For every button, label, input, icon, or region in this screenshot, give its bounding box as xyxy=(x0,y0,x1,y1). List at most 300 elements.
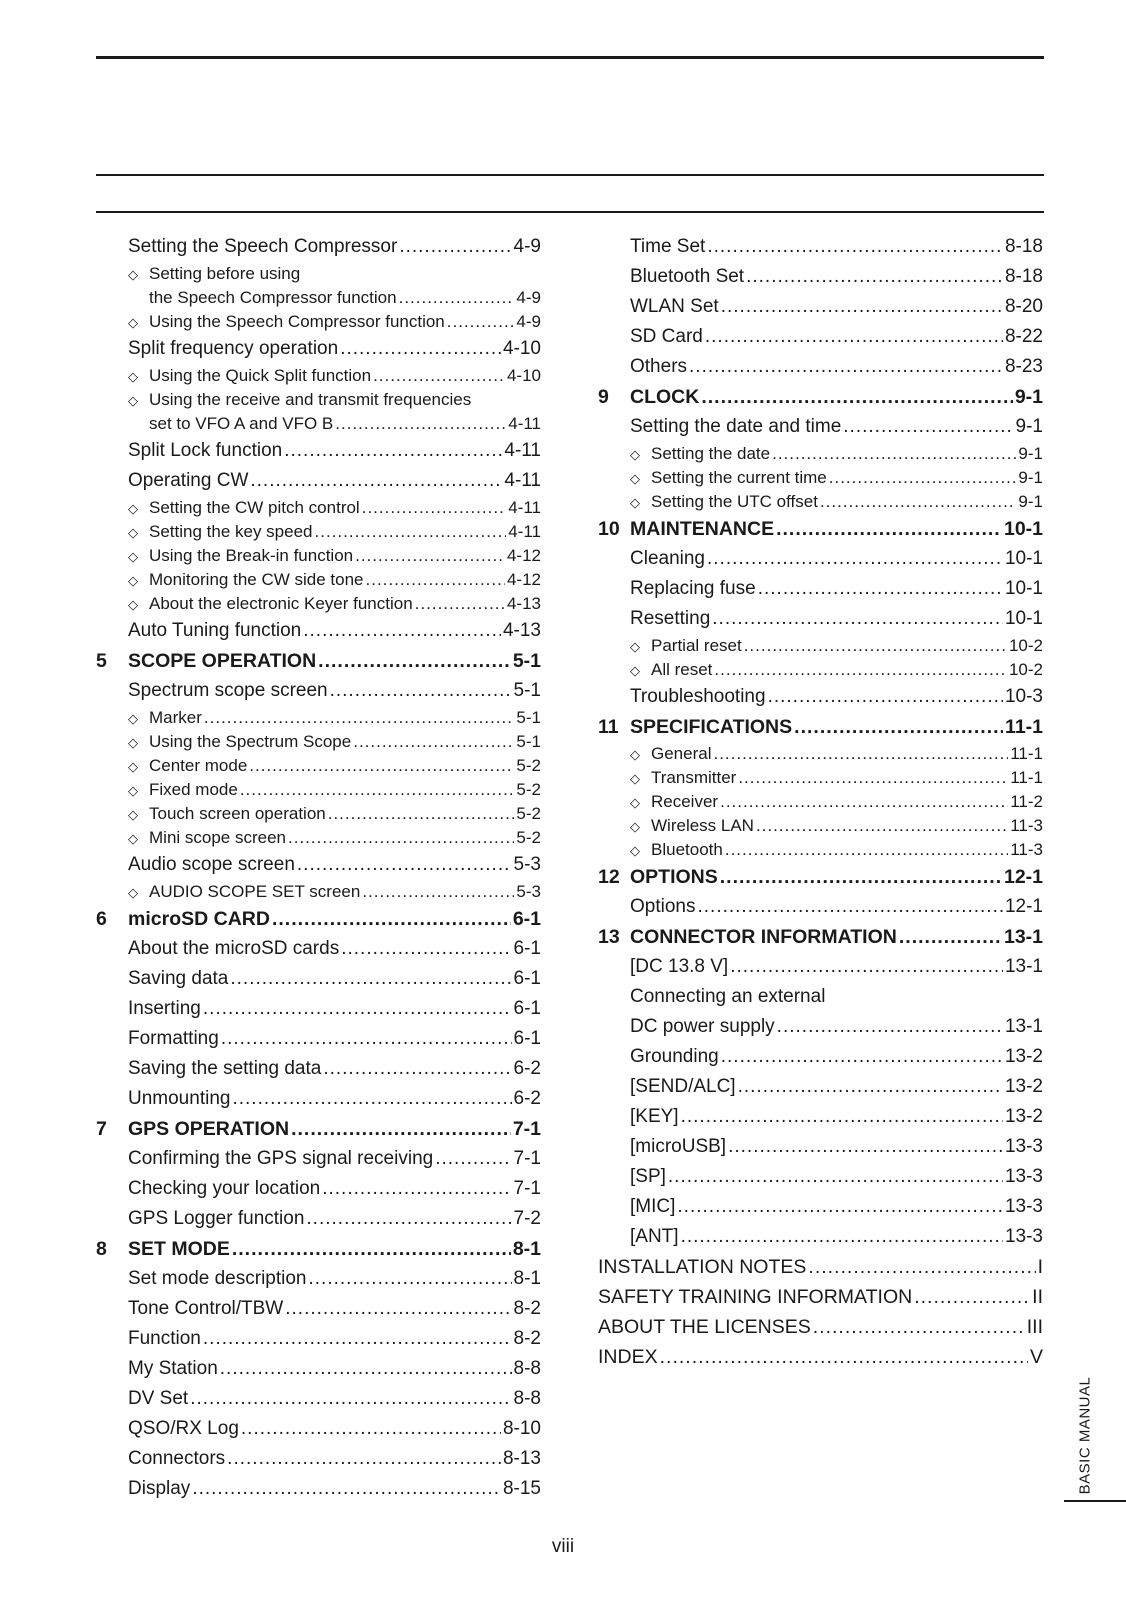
toc-entry-title: Spectrum scope screen xyxy=(128,680,328,701)
dot-leader xyxy=(318,646,511,676)
toc-entry[interactable] xyxy=(598,952,1043,982)
toc-entry[interactable] xyxy=(598,1132,1043,1162)
toc-entry[interactable] xyxy=(598,1282,1043,1312)
toc-page-number: 13-1 xyxy=(1004,956,1043,977)
dot-leader xyxy=(705,322,1003,352)
toc-entry[interactable] xyxy=(598,1162,1043,1192)
toc-page-number: 11-1 xyxy=(1010,744,1043,763)
toc-entry-title: Connecting an external xyxy=(630,986,826,1007)
toc-page-number: 4-13 xyxy=(502,620,541,641)
toc-entry[interactable] xyxy=(96,592,541,616)
toc-entry[interactable] xyxy=(96,1384,541,1414)
dot-leader xyxy=(738,766,1008,790)
chapter-number: 10 xyxy=(598,518,620,540)
toc-entry[interactable] xyxy=(96,1084,541,1114)
diamond-bullet-icon: ◇ xyxy=(128,549,138,564)
dot-leader xyxy=(353,730,514,754)
toc-entry[interactable] xyxy=(96,1204,541,1234)
toc-entry-title: [MIC] xyxy=(630,1196,676,1217)
toc-page-number: 4-11 xyxy=(504,470,541,491)
toc-entry[interactable] xyxy=(96,1054,541,1084)
dot-leader xyxy=(813,1312,1025,1342)
toc-chapter-entry[interactable] xyxy=(598,862,1043,892)
toc-page-number: 12-1 xyxy=(1004,896,1043,917)
toc-page-number: 7-1 xyxy=(513,1178,541,1199)
toc-chapter-entry[interactable] xyxy=(598,922,1043,952)
title-rule-upper xyxy=(96,174,1044,176)
toc-entry[interactable] xyxy=(96,964,541,994)
dot-leader xyxy=(373,364,505,388)
diamond-bullet-icon: ◇ xyxy=(128,267,138,282)
toc-entry-title: Marker xyxy=(149,708,202,727)
dot-leader xyxy=(899,922,1002,952)
dot-leader xyxy=(284,436,502,466)
dot-leader xyxy=(746,262,1003,292)
dot-leader xyxy=(366,568,505,592)
toc-page-number: 5-2 xyxy=(516,804,541,823)
toc-entry-title: Auto Tuning function xyxy=(128,620,302,641)
toc-page-number: 13-3 xyxy=(1004,1136,1043,1157)
toc-page-number: 6-1 xyxy=(513,998,541,1019)
toc-entry[interactable] xyxy=(96,994,541,1024)
toc-page-number: 10-1 xyxy=(1003,518,1043,540)
toc-entry[interactable] xyxy=(96,388,541,412)
toc-page-number: 4-13 xyxy=(506,594,541,613)
dot-leader xyxy=(720,790,1008,814)
toc-page-number: 11-3 xyxy=(1010,816,1043,835)
toc-page-number: 10-1 xyxy=(1004,578,1043,599)
dot-leader xyxy=(725,838,1008,862)
dot-leader xyxy=(721,1042,1003,1072)
toc-entry[interactable] xyxy=(96,1444,541,1474)
dot-leader xyxy=(415,592,505,616)
dot-leader xyxy=(914,1282,1030,1312)
diamond-bullet-icon: ◇ xyxy=(630,471,640,486)
toc-page-number: 13-2 xyxy=(1004,1046,1043,1067)
toc-entry-title: Setting the date and time xyxy=(630,416,842,437)
dot-leader xyxy=(227,1444,501,1474)
toc-entry-title: Using the receive and transmit frequencies xyxy=(149,390,472,409)
toc-entry[interactable] xyxy=(598,352,1043,382)
toc-entry[interactable] xyxy=(598,682,1043,712)
toc-page-number: 13-2 xyxy=(1004,1076,1043,1097)
toc-page-number: 10-3 xyxy=(1004,686,1043,707)
toc-page-number: I xyxy=(1037,1256,1043,1278)
dot-leader xyxy=(340,334,501,364)
dot-leader xyxy=(707,544,1003,574)
chapter-number: 9 xyxy=(598,386,609,408)
dot-leader xyxy=(756,814,1008,838)
toc-entry[interactable] xyxy=(598,892,1043,922)
toc-entry-title: MAINTENANCE xyxy=(630,518,775,540)
toc-entry-title: Others xyxy=(630,356,688,377)
toc-entry[interactable] xyxy=(96,466,541,496)
toc-entry-title: Using the Speech Compressor function xyxy=(149,312,445,331)
toc-page-number: 5-1 xyxy=(516,732,541,751)
dot-leader xyxy=(192,1474,501,1504)
toc-page-number: 11-3 xyxy=(1010,840,1043,859)
diamond-bullet-icon: ◇ xyxy=(128,759,138,774)
chapter-number: 5 xyxy=(96,650,107,672)
toc-entry[interactable] xyxy=(598,1012,1043,1042)
toc-entry-title: Time Set xyxy=(630,236,706,257)
toc-entry[interactable] xyxy=(96,1474,541,1504)
toc-entry[interactable] xyxy=(96,1024,541,1054)
toc-entry[interactable] xyxy=(96,934,541,964)
toc-entry-title: Mini scope screen xyxy=(149,828,287,847)
diamond-bullet-icon: ◇ xyxy=(630,663,640,678)
toc-entry-title: Monitoring the CW side tone xyxy=(149,570,364,589)
toc-chapter-entry[interactable] xyxy=(96,1234,541,1264)
toc-entry[interactable] xyxy=(598,658,1043,682)
toc-chapter-entry[interactable] xyxy=(598,514,1043,544)
toc-page-number: 8-18 xyxy=(1004,236,1043,257)
toc-entry[interactable] xyxy=(598,634,1043,658)
toc-page-number: 4-10 xyxy=(506,366,541,385)
toc-chapter-entry[interactable] xyxy=(96,904,541,934)
toc-entry-title: SD Card xyxy=(630,326,703,347)
diamond-bullet-icon: ◇ xyxy=(630,639,640,654)
dot-leader xyxy=(714,658,1007,682)
dot-leader xyxy=(221,1024,512,1054)
dot-leader xyxy=(768,682,1003,712)
toc-page-number: 7-1 xyxy=(513,1148,541,1169)
toc-page-number: 9-1 xyxy=(1014,386,1043,408)
toc-entry-title: Setting the current time xyxy=(651,468,827,487)
toc-page-number: 4-10 xyxy=(502,338,541,359)
dot-leader xyxy=(713,742,1008,766)
diamond-bullet-icon: ◇ xyxy=(128,831,138,846)
toc-entry[interactable] xyxy=(96,310,541,334)
diamond-bullet-icon: ◇ xyxy=(630,447,640,462)
toc-entry[interactable] xyxy=(598,262,1043,292)
toc-page-number: 8-22 xyxy=(1004,326,1043,347)
toc-entry[interactable] xyxy=(598,544,1043,574)
dot-leader xyxy=(232,1084,511,1114)
toc-entry[interactable] xyxy=(598,490,1043,514)
top-rule xyxy=(96,56,1044,59)
toc-entry[interactable] xyxy=(598,1222,1043,1252)
toc-entry[interactable] xyxy=(96,1174,541,1204)
toc-entry-title: Cleaning xyxy=(630,548,705,569)
dot-leader xyxy=(399,232,511,262)
toc-entry-title: Unmounting xyxy=(128,1088,231,1109)
toc-entry-title: Using the Quick Split function xyxy=(149,366,372,385)
toc-page-number: 6-1 xyxy=(513,968,541,989)
toc-entry-title: ABOUT THE LICENSES xyxy=(598,1316,811,1338)
toc-page-number: 10-1 xyxy=(1004,548,1043,569)
toc-entry[interactable] xyxy=(96,850,541,880)
toc-entry[interactable] xyxy=(598,766,1043,790)
toc-entry-title: the Speech Compressor function xyxy=(149,288,397,307)
toc-entry[interactable] xyxy=(598,232,1043,262)
toc-entry[interactable] xyxy=(96,286,541,310)
toc-entry-title: CONNECTOR INFORMATION xyxy=(630,926,897,948)
dot-leader xyxy=(309,1264,512,1294)
chapter-number: 11 xyxy=(598,716,619,738)
dot-leader xyxy=(738,1072,1003,1102)
toc-entry[interactable] xyxy=(598,838,1043,862)
toc-page-number: 13-3 xyxy=(1004,1196,1043,1217)
dot-leader xyxy=(315,520,507,544)
toc-entry-title: Setting the UTC offset xyxy=(651,492,818,511)
toc-entry[interactable] xyxy=(96,754,541,778)
dot-leader xyxy=(297,850,512,880)
toc-entry[interactable] xyxy=(96,568,541,592)
toc-page-number: 8-20 xyxy=(1004,296,1043,317)
toc-page-number: 4-11 xyxy=(508,522,541,541)
toc-entry[interactable] xyxy=(96,1354,541,1384)
dot-leader xyxy=(843,412,1013,442)
toc-chapter-entry[interactable] xyxy=(598,382,1043,412)
toc-entry[interactable] xyxy=(96,616,541,646)
toc-entry[interactable] xyxy=(598,604,1043,634)
dot-leader xyxy=(668,1162,1003,1192)
toc-page-number: V xyxy=(1029,1346,1043,1368)
toc-entry[interactable] xyxy=(598,814,1043,838)
toc-entry[interactable] xyxy=(598,412,1043,442)
toc-entry[interactable] xyxy=(96,496,541,520)
toc-entry[interactable] xyxy=(96,1144,541,1174)
toc-entry[interactable] xyxy=(598,742,1043,766)
dot-leader xyxy=(220,1354,512,1384)
toc-entry-title: Setting the key speed xyxy=(149,522,313,541)
toc-chapter-entry[interactable] xyxy=(96,646,541,676)
toc-entry-title: My Station xyxy=(128,1358,218,1379)
diamond-bullet-icon: ◇ xyxy=(128,315,138,330)
diamond-bullet-icon: ◇ xyxy=(128,807,138,822)
toc-chapter-entry[interactable] xyxy=(96,1114,541,1144)
dot-leader xyxy=(306,1204,511,1234)
dot-leader xyxy=(697,892,1002,922)
diamond-bullet-icon: ◇ xyxy=(630,771,640,786)
dot-leader xyxy=(285,1294,511,1324)
toc-entry[interactable] xyxy=(96,364,541,388)
toc-entry[interactable] xyxy=(96,1414,541,1444)
dot-leader xyxy=(355,544,505,568)
diamond-bullet-icon: ◇ xyxy=(128,711,138,726)
toc-entry[interactable] xyxy=(598,466,1043,490)
toc-entry[interactable] xyxy=(598,1192,1043,1222)
toc-page-number: 8-2 xyxy=(513,1328,541,1349)
toc-entry-title: WLAN Set xyxy=(630,296,719,317)
toc-entry[interactable] xyxy=(96,1324,541,1354)
toc-page-number: 4-11 xyxy=(504,440,541,461)
toc-page-number: 13-1 xyxy=(1003,926,1043,948)
dot-leader xyxy=(288,826,514,850)
toc-entry[interactable] xyxy=(96,1294,541,1324)
toc-entry[interactable] xyxy=(96,802,541,826)
toc-entry-title: Inserting xyxy=(128,998,201,1019)
toc-page-number: 4-9 xyxy=(516,312,541,331)
toc-entry[interactable] xyxy=(96,232,541,262)
dot-leader xyxy=(681,1222,1003,1252)
toc-entry[interactable] xyxy=(96,778,541,802)
toc-entry-title: Setting before using xyxy=(149,264,301,283)
toc-entry[interactable] xyxy=(598,574,1043,604)
toc-page-number: 13-2 xyxy=(1004,1106,1043,1127)
side-tab-label xyxy=(1068,1372,1102,1498)
diamond-bullet-icon: ◇ xyxy=(128,393,138,408)
toc-entry[interactable] xyxy=(96,1264,541,1294)
toc-entry-title: INDEX xyxy=(598,1346,658,1368)
toc-page-number: 12-1 xyxy=(1003,866,1043,888)
toc-entry-title: [ANT] xyxy=(630,1226,679,1247)
toc-entry-title: Checking your location xyxy=(128,1178,321,1199)
diamond-bullet-icon: ◇ xyxy=(128,501,138,516)
dot-leader xyxy=(249,754,514,778)
toc-entry[interactable] xyxy=(96,436,541,466)
toc-entry-title: All reset xyxy=(651,660,713,679)
dot-leader xyxy=(435,1144,511,1174)
toc-entry[interactable] xyxy=(598,982,1043,1012)
toc-entry[interactable] xyxy=(96,676,541,706)
toc-page-number: 6-1 xyxy=(512,908,541,930)
toc-page-number: 8-18 xyxy=(1004,266,1043,287)
toc-page-number: 8-1 xyxy=(512,1238,541,1260)
toc-page-number: 6-2 xyxy=(513,1088,541,1109)
dot-leader xyxy=(241,1414,501,1444)
dot-leader xyxy=(204,706,515,730)
side-tab-rule xyxy=(1064,1500,1126,1502)
toc-entry[interactable] xyxy=(598,790,1043,814)
dot-leader xyxy=(772,442,1016,466)
toc-entry[interactable] xyxy=(96,730,541,754)
toc-entry[interactable] xyxy=(96,544,541,568)
toc-entry-title: [SEND/ALC] xyxy=(630,1076,736,1097)
toc-page-number: 4-11 xyxy=(508,498,541,517)
toc-entry[interactable] xyxy=(598,322,1043,352)
toc-entry-title: CLOCK xyxy=(630,386,700,408)
toc-entry[interactable] xyxy=(96,826,541,850)
dot-leader xyxy=(362,496,507,520)
toc-entry[interactable] xyxy=(598,1312,1043,1342)
dot-leader xyxy=(777,1012,1003,1042)
toc-entry-title: Using the Spectrum Scope xyxy=(149,732,352,751)
diamond-bullet-icon: ◇ xyxy=(128,573,138,588)
toc-entry-title: Function xyxy=(128,1328,201,1349)
toc-page-number: 11-1 xyxy=(1010,768,1043,787)
dot-leader xyxy=(323,1054,511,1084)
toc-entry-title: Transmitter xyxy=(651,768,737,787)
diamond-bullet-icon: ◇ xyxy=(630,495,640,510)
dot-leader xyxy=(758,574,1003,604)
diamond-bullet-icon: ◇ xyxy=(128,783,138,798)
toc-page-number: 4-9 xyxy=(513,236,541,257)
toc-entry[interactable] xyxy=(598,1072,1043,1102)
toc-page-number: 11-1 xyxy=(1005,716,1043,738)
toc-entry-title: SAFETY TRAINING INFORMATION xyxy=(598,1286,913,1308)
toc-entry-title: About the electronic Keyer function xyxy=(149,594,413,613)
diamond-bullet-icon: ◇ xyxy=(128,597,138,612)
toc-entry-title: OPTIONS xyxy=(630,866,718,888)
toc-entry[interactable] xyxy=(598,1252,1043,1282)
toc-entry[interactable] xyxy=(598,1042,1043,1072)
dot-leader xyxy=(203,1324,512,1354)
toc-entry-title: [KEY] xyxy=(630,1106,679,1127)
toc-entry-title: Tone Control/TBW xyxy=(128,1298,284,1319)
toc-entry[interactable] xyxy=(96,706,541,730)
chapter-number: 7 xyxy=(96,1118,107,1140)
toc-entry[interactable] xyxy=(96,334,541,364)
toc-page-number: 5-2 xyxy=(516,828,541,847)
toc-chapter-entry[interactable] xyxy=(598,712,1043,742)
diamond-bullet-icon: ◇ xyxy=(630,843,640,858)
chapter-number: 8 xyxy=(96,1238,107,1260)
toc-entry[interactable] xyxy=(598,1342,1043,1372)
toc-entry-title: Formatting xyxy=(128,1028,219,1049)
toc-entry[interactable] xyxy=(96,880,541,904)
toc-entry-title: [microUSB] xyxy=(630,1136,727,1157)
toc-entry-title: Touch screen operation xyxy=(149,804,326,823)
toc-entry-title: Display xyxy=(128,1478,191,1499)
toc-entry[interactable] xyxy=(598,292,1043,322)
toc-entry-title: Set mode description xyxy=(128,1268,307,1289)
side-tab-text: BASIC MANUAL xyxy=(1076,1376,1094,1494)
toc-page-number: 7-2 xyxy=(513,1208,541,1229)
toc-page-number: 8-8 xyxy=(513,1358,541,1379)
toc-entry-title: Partial reset xyxy=(651,636,742,655)
toc-page-number: 9-1 xyxy=(1015,416,1043,437)
toc-page-number: 13-3 xyxy=(1004,1226,1043,1247)
toc-entry-title: Audio scope screen xyxy=(128,854,295,875)
toc-entry-title: microSD CARD xyxy=(128,908,270,930)
toc-page-number: 5-2 xyxy=(516,756,541,775)
toc-entry-title: QSO/RX Log xyxy=(128,1418,239,1439)
toc-page-number: 8-13 xyxy=(502,1448,541,1469)
toc-page-number: 4-12 xyxy=(506,546,541,565)
toc-entry[interactable] xyxy=(96,520,541,544)
toc-page-number: 6-1 xyxy=(513,938,541,959)
toc-entry-title: GPS OPERATION xyxy=(128,1118,290,1140)
toc-page-number: 10-1 xyxy=(1004,608,1043,629)
dot-leader xyxy=(820,490,1016,514)
diamond-bullet-icon: ◇ xyxy=(630,819,640,834)
dot-leader xyxy=(399,286,515,310)
toc-entry-title: Using the Break-in function xyxy=(149,546,354,565)
toc-entry-title: [SP] xyxy=(630,1166,666,1187)
dot-leader xyxy=(341,934,511,964)
toc-page-number: 13-1 xyxy=(1004,1016,1043,1037)
toc-entry-title: Replacing fuse xyxy=(630,578,756,599)
dot-leader xyxy=(230,964,511,994)
toc-page-number: 4-11 xyxy=(508,414,541,433)
toc-entry-title: Split Lock function xyxy=(128,440,283,461)
toc-entry-title: SET MODE xyxy=(128,1238,230,1260)
toc-entry-title: set to VFO A and VFO B xyxy=(149,414,334,433)
toc-entry-title: Saving data xyxy=(128,968,229,989)
dot-leader xyxy=(240,778,515,802)
toc-entry[interactable] xyxy=(598,1102,1043,1132)
toc-entry[interactable] xyxy=(96,262,541,286)
toc-entry[interactable] xyxy=(598,442,1043,466)
toc-entry-title: Bluetooth Set xyxy=(630,266,745,287)
dot-leader xyxy=(660,1342,1028,1372)
toc-entry-title: About the microSD cards xyxy=(128,938,340,959)
toc-entry-title: SPECIFICATIONS xyxy=(630,716,793,738)
toc-entry[interactable] xyxy=(96,412,541,436)
dot-leader xyxy=(272,904,511,934)
toc-page-number: 5-3 xyxy=(516,882,541,901)
diamond-bullet-icon: ◇ xyxy=(630,795,640,810)
toc-page-number: 9-1 xyxy=(1018,444,1043,463)
chapter-number: 6 xyxy=(96,908,107,930)
dot-leader xyxy=(681,1102,1003,1132)
toc-page-number: 4-9 xyxy=(516,288,541,307)
dot-leader xyxy=(720,862,1002,892)
diamond-bullet-icon: ◇ xyxy=(128,525,138,540)
diamond-bullet-icon: ◇ xyxy=(128,735,138,750)
